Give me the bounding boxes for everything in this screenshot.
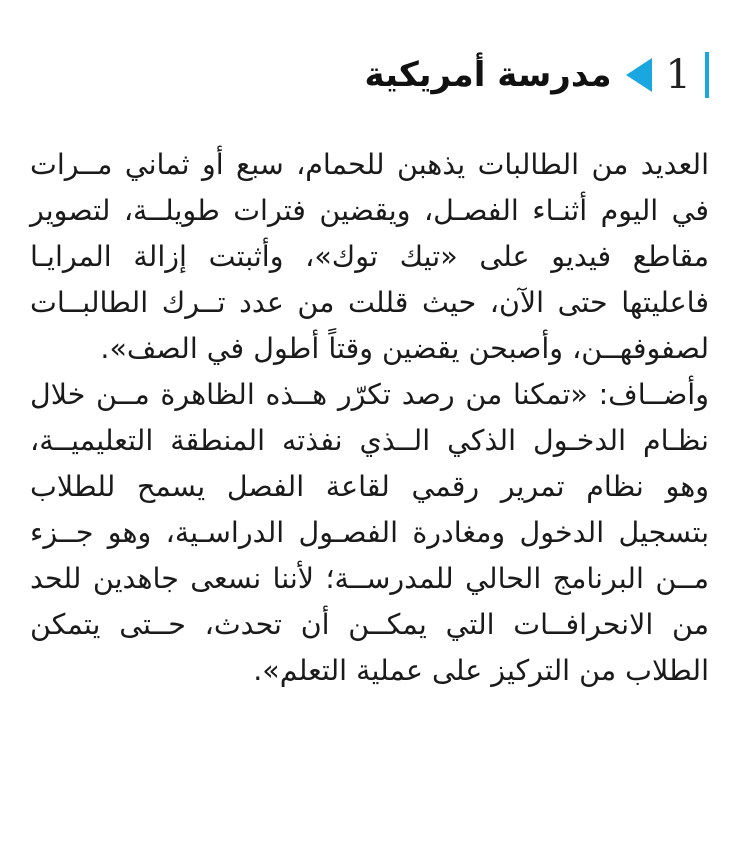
- section-number: 1: [665, 52, 691, 98]
- article-body: [30, 142, 709, 694]
- section-title: مدرسة أمريكية: [364, 55, 612, 95]
- header-divider-bar: [705, 52, 709, 98]
- triangle-marker-icon: [626, 58, 652, 92]
- paragraph-1: العديد من الطالبات يذهبن للحمام، سبع أو ثماني مــرات في اليوم أثنـاء الفصـل، ويقضين فترات طويلــة، لتصوير مقاطع فيديو على «تيك توك»، وأثبتت إزالة المرايـا فاعليتها حتى الآن، حيث قللت من عدد تــرك الطالبــات لصفوفهــن، وأصبحن يقضين وقتاً أطول في الصف».: [30, 148, 709, 365]
- paragraph-2: وأضــاف: «تمكنا من رصد تكرّر هــذه الظاهرة مــن خلال نظـام الدخـول الذكي الــذي نفذته المنطقة التعليميــة، وهو نظام تمرير رقمي لقاعة الفصل يسمح للطلاب بتسجيل الدخول ومغادرة الفصـول الدراسـية، وهو جــزء مــن البرنامج الحالي للمدرســة؛ لأننا نسعى جاهدين للحد من الانحرافــات التي يمكــن أن تحدث، حــتى يتمكن الطلاب من التركيز على عملية التعلم».: [30, 378, 709, 687]
- article-header: [364, 44, 709, 106]
